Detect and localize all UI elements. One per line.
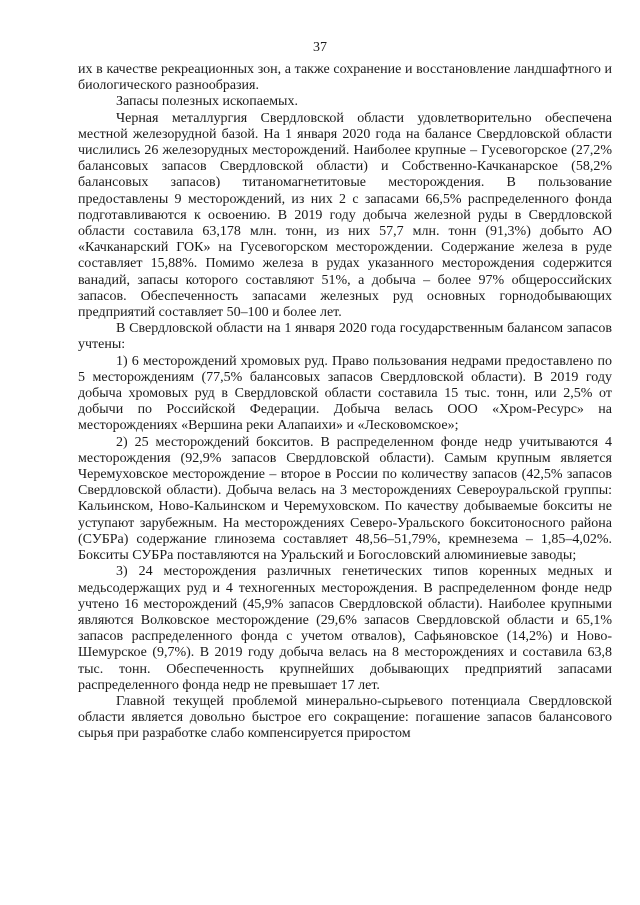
paragraph-balance-intro: В Свердловской области на 1 января 2020 года государственным балансом запасов учтены: [78,321,612,353]
paragraph-heading-minerals: Запасы полезных ископаемых. [116,94,298,110]
paragraph-main-problem: Главной текущей проблемой минерально-сырьевого потенциала Свердловской области является довольно быстрое его сокращение: погашение запасов балансового сырья при разработке слабо компенсируется приростом [78,693,612,742]
paragraph-bauxite: 2) 25 месторождений бокситов. В распределенном фонде недр учитываются 4 месторождения (92,9% запасов Свердловской области). Самым крупным является Черемуховское месторождение – второе в России по количеству запасов (42,5% запасов Свердловской области). Добыча велась на 3 месторождениях Североуральской группы: Кальинском, Ново-Кальинском и Черемуховском. По качеству добываемые бокситы не уступают зарубежным. На месторождениях Северо-Уральского бокситоносного района (СУБРа) содержание глинозема составляет 48,56–51,79%, кремнезема – 1,85–4,02%. Бокситы СУБРа поставляются на Уральский и Богословский алюминиевые заводы; [78,434,612,564]
paragraph-continuation: их в качестве рекреационных зон, а также сохранение и восстановление ландшафтного и биологического разнообразия. [78,62,612,94]
page-number: 37 [313,40,327,55]
body-text [78,62,612,743]
paragraph-iron-ore: Черная металлургия Свердловской области удовлетворительно обеспечена местной железорудной базой. На 1 января 2020 года на балансе Свердловской области числились 26 железорудных месторождений. Наиболее крупные – Гусевогорское (27,2% балансовых запасов Свердловской области) и Собственно-Качканарское (58,2% балансовых запасов) титаномагнетитовые месторождения. В пользование предоставлены 9 месторождений, из них 2 с запасами 66,5% распределенного фонда подготавливаются к освоению. В 2019 году добыча железной руды в Свердловской области составила 63,178 млн. тонн, из них 57,7 млн. тонн (91,3%) добыто АО «Качканарский ГОК» на Гусевогорском месторождении. Содержание железа в руде составляет 15,88%. Помимо железа в рудах указанного месторождения содержится ванадий, запасы которого составляют 51%, а добыча – более 97% общероссийских запасов. Обеспеченность запасами железных руд основных горнодобывающих предприятий составляет 50–100 и более лет. [78,110,612,321]
paragraph-chromium: 1) 6 месторождений хромовых руд. Право пользования недрами предоставлено по 5 месторождениям (77,5% балансовых запасов Свердловской области). В 2019 году добыча хромовых руд в Свердловской области составила 15 тыс. тонн, или 2,5% от добычи по Российской Федерации. Добыча велась ООО «Хром-Ресурс» на месторождениях «Вершина реки Алапаихи» и «Лесковомское»; [78,353,612,434]
paragraph-copper: 3) 24 месторождения различных генетических типов коренных медных и медьсодержащих руд и 4 техногенных месторождения. В распределенном фонде недр учтено 16 месторождений (45,9% запасов Свердловской области). Наиболее крупными являются Волковское месторождение (29,6% запасов Свердловской области и 65,1% запасов распределенного фонда с учетом отвалов), Сафьяновское (14,2%) и Ново-Шемурское (9,7%). В 2019 году добыча велась на 8 месторождениях и составила 63,8 тыс. тонн. Обеспеченность крупнейших добывающих предприятий запасами распределенного фонда недр не превышает 17 лет. [78,564,612,693]
